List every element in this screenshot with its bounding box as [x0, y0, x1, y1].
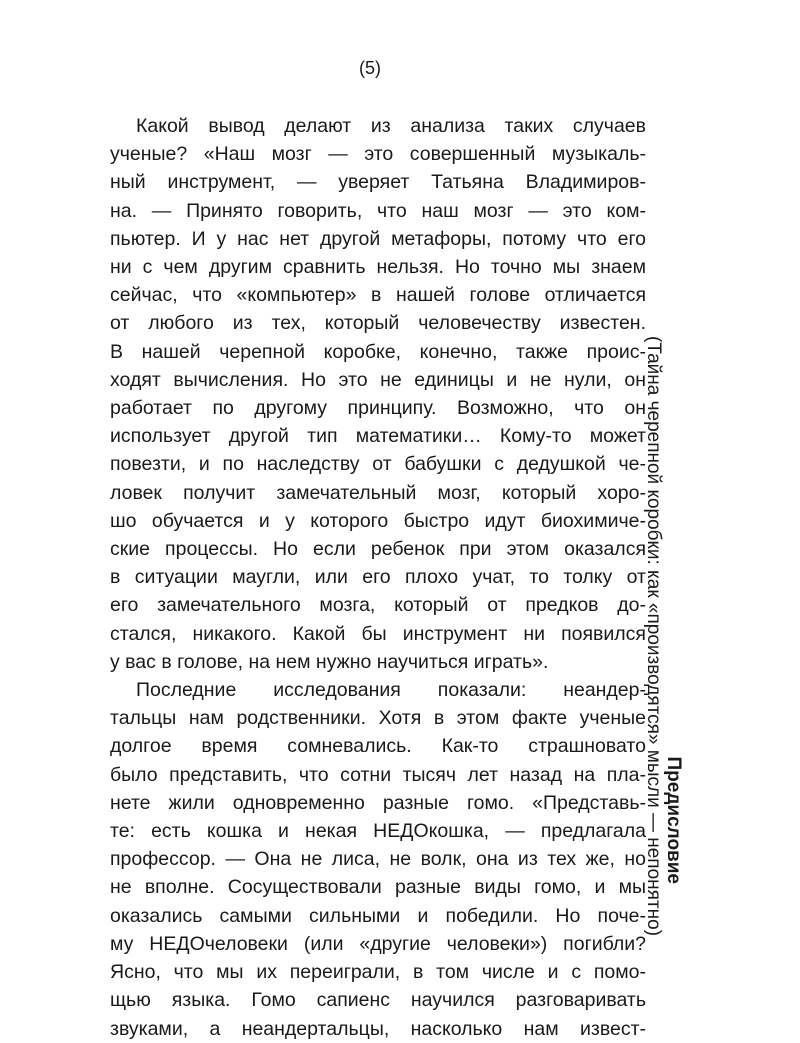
- text-line: ни с чем другим сравнить нельзя. Но точно мы знаем: [110, 256, 646, 279]
- text-line: в ситуации маугли, или его плохо учат, то толку от: [110, 566, 646, 589]
- text-line: нете жили одновременно разные гомо. «Представь-: [110, 791, 646, 814]
- text-line: В нашей черепной коробке, конечно, также проис-: [110, 340, 646, 363]
- text-line: ный инструмент, — уверяет Татьяна Владимиров-: [110, 171, 646, 194]
- text-line: Какой вывод делают из анализа таких случаев: [136, 115, 646, 137]
- text-line: его замечательного мозга, который от предков до-: [110, 594, 646, 617]
- body-text: [110, 112, 646, 1043]
- text-line: не вполне. Сосуществовали разные виды гомо, и мы: [110, 876, 646, 899]
- text-line: повезти, и по наследству от бабушки с дедушкой че-: [110, 453, 646, 476]
- text-line: ские процессы. Но если ребенок при этом оказался: [110, 538, 646, 561]
- text-line: от любого из тех, который человечеству известен.: [110, 312, 646, 335]
- text-line: звуками, а неандертальцы, насколько нам извест-: [110, 1017, 646, 1040]
- text-line: ходят вычисления. Но это не единицы и не нули, он: [110, 368, 646, 391]
- running-head: [643, 336, 684, 937]
- text-line: тальцы нам родственники. Хотя в этом факте ученые: [110, 707, 646, 730]
- running-head-subtitle: (Тайна черепной коробки: как «производятся» мысли — непонятно): [643, 336, 664, 937]
- text-line: Последние исследования показали: неандер-: [136, 679, 646, 702]
- text-line: оказались самыми сильными и победили. Но поче-: [110, 904, 646, 927]
- text-line: Ясно, что мы их переиграли, в том числе и с помо-: [110, 961, 646, 984]
- text-line: ловек получит замечательный мозг, который хоро-: [110, 481, 646, 504]
- text-line: на. — Принято говорить, что наш мозг — это ком-: [110, 199, 646, 222]
- text-line: щью языка. Гомо сапиенс научился разговаривать: [110, 989, 646, 1012]
- page-number: (5): [359, 58, 381, 78]
- text-line: профессор. — Она не лиса, не волк, она из тех же, но: [110, 848, 646, 871]
- text-line: шо обучается и у которого быстро идут биохимиче-: [110, 509, 646, 532]
- text-line: было представить, что сотни тысяч лет назад на пла-: [110, 763, 646, 786]
- text-line: стался, никакого. Какой бы инструмент ни появился: [110, 622, 646, 645]
- text-line: пьютер. И у нас нет другой метафоры, потому что его: [110, 227, 646, 250]
- text-line: использует другой тип математики… Кому-то может: [110, 425, 646, 448]
- text-line: сейчас, что «компьютер» в нашей голове отличается: [110, 284, 646, 307]
- text-line: му НЕДОчеловеки (или «другие человеки») погибли?: [110, 932, 646, 955]
- text-line: ученые? «Наш мозг — это совершенный музыкаль-: [110, 143, 646, 166]
- running-head-title: Предисловие: [663, 756, 684, 884]
- text-line: долгое время сомневались. Как-то страшновато: [110, 735, 646, 758]
- text-line: те: есть кошка и некая НЕДОкошка, — предлагала: [110, 820, 646, 843]
- text-line: у вас в голове, на нем нужно научиться играть».: [110, 650, 549, 673]
- text-line: работает по другому принципу. Возможно, что он: [110, 397, 646, 420]
